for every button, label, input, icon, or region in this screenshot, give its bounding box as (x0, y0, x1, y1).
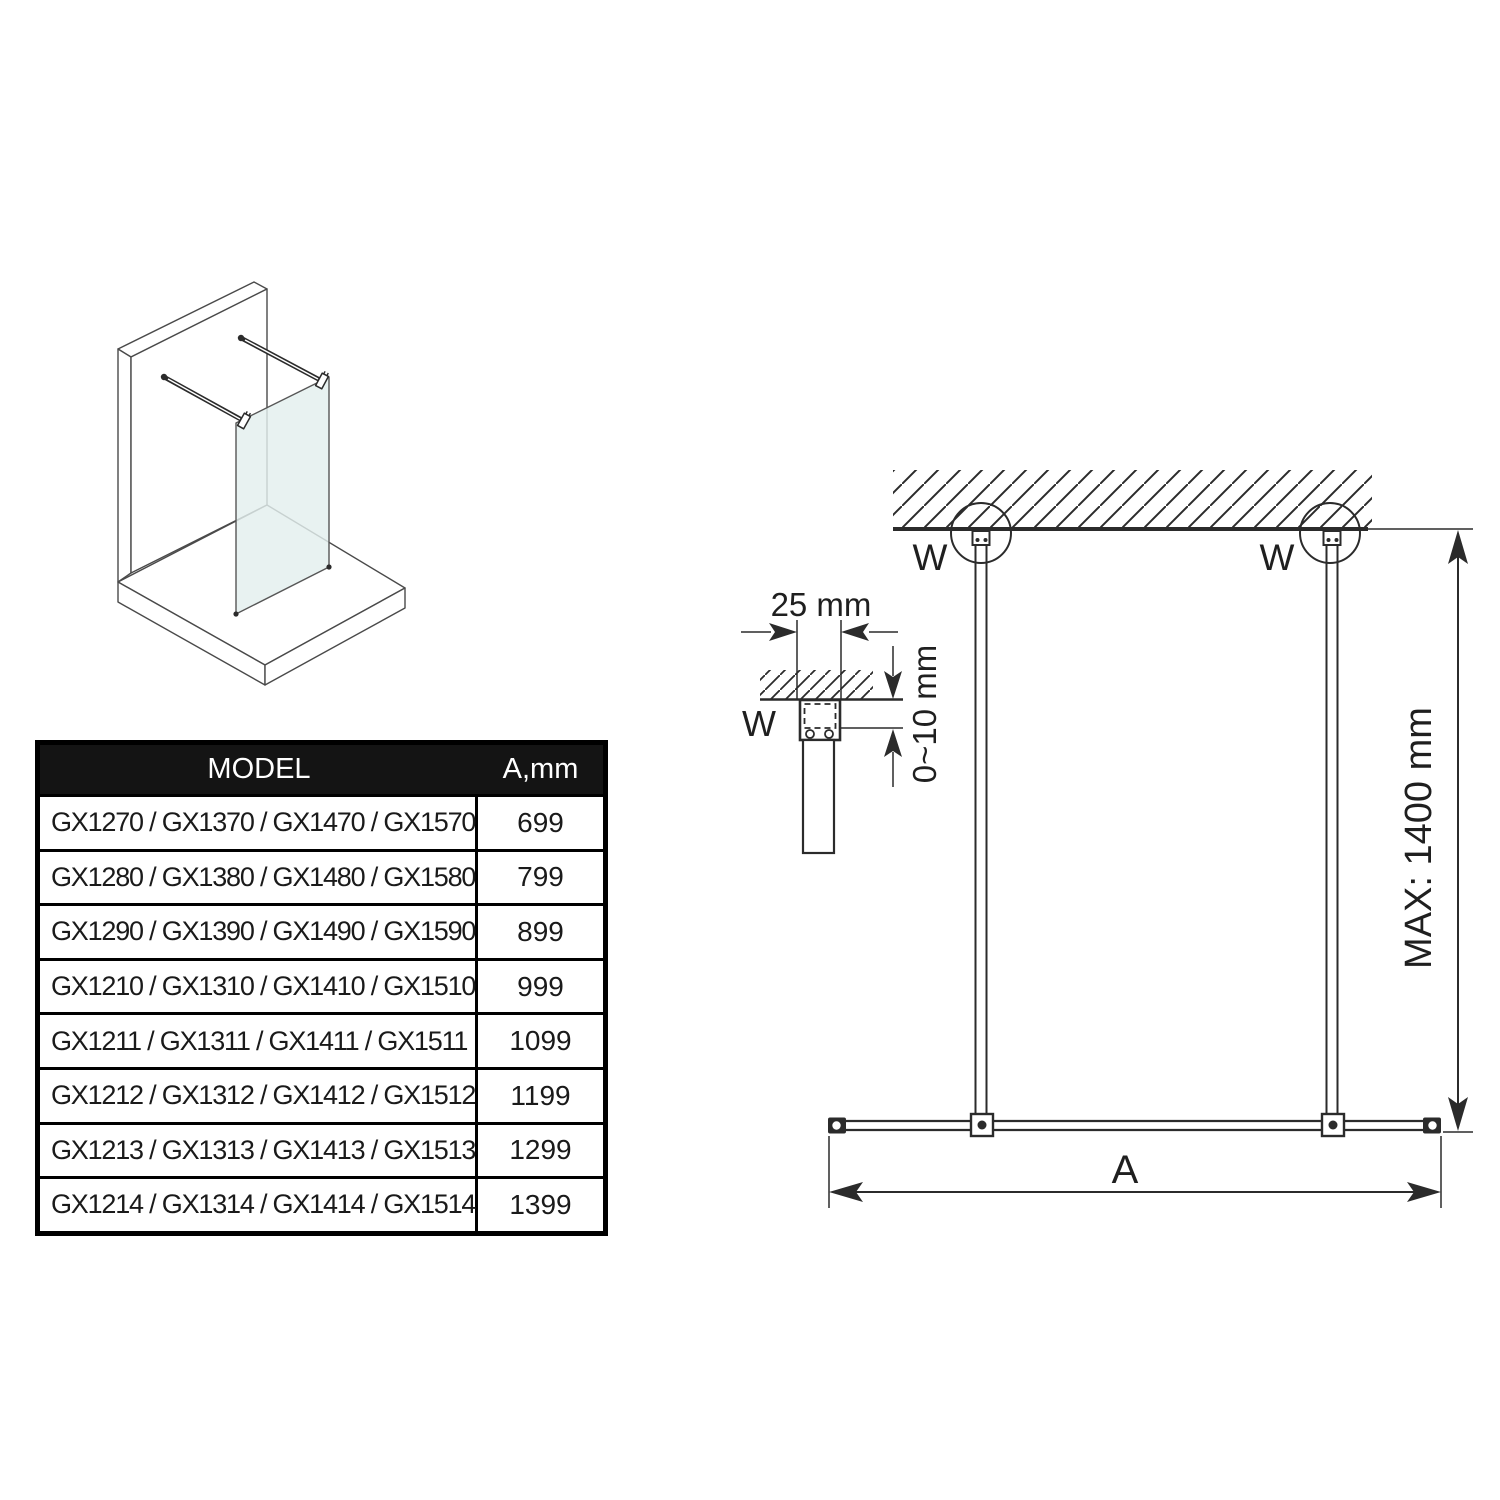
table-header-a-mm: A,mm (502, 753, 579, 785)
table-body (40, 794, 603, 1231)
a-mm-cell: 699 (517, 806, 564, 838)
max-height-label: MAX: 1400 mm (1398, 707, 1440, 969)
a-mm-cell: 799 (517, 861, 564, 893)
model-cell: GX1280 / GX1380 / GX1480 / GX1580 (40, 852, 478, 904)
a-mm-cell: 999 (517, 970, 564, 1002)
a-mm-cell: 1399 (509, 1188, 572, 1220)
a-mm-cell: 899 (517, 915, 564, 947)
model-cell: GX1270 / GX1370 / GX1470 / GX1570 (40, 797, 478, 849)
table-header-row (40, 745, 603, 794)
arrow-left (841, 623, 869, 641)
wall-anchor-dot (161, 374, 167, 380)
wall-label-left: W (912, 537, 948, 578)
table-header-model: MODEL (207, 753, 311, 785)
table-row (40, 1067, 603, 1122)
arrow-right (769, 623, 797, 641)
width-dim-label: A (1111, 1148, 1139, 1192)
glass-foot-dot (233, 611, 238, 616)
table-row (40, 958, 603, 1013)
detail-wall-label: W (742, 703, 776, 744)
max-height-dimension (1443, 530, 1473, 1132)
model-size-table (35, 740, 608, 1236)
model-cell: GX1212 / GX1312 / GX1412 / GX1512 (40, 1070, 478, 1122)
model-cell: GX1290 / GX1390 / GX1490 / GX1590 (40, 906, 478, 958)
model-cell: GX1211 / GX1311 / GX1411 / GX1511 (40, 1015, 478, 1067)
table-row (40, 1012, 603, 1067)
glass-edge-plan (828, 1114, 1441, 1136)
detail-wall-hatch (760, 670, 873, 699)
table-row (40, 1176, 603, 1231)
a-mm-cell: 1299 (509, 1134, 572, 1166)
detail-gap-dimension (840, 646, 903, 787)
plan-diagram (741, 470, 1473, 1208)
detail-width-label: 25 mm (770, 586, 872, 623)
isometric-illustration (118, 282, 405, 685)
wall-anchor-dot (238, 335, 244, 341)
table-row (40, 1122, 603, 1177)
table-row (40, 794, 603, 849)
model-cell: GX1213 / GX1313 / GX1413 / GX1513 (40, 1125, 478, 1177)
detail-bar (803, 740, 834, 853)
a-mm-cell: 1099 (509, 1025, 572, 1057)
table-row (40, 849, 603, 904)
wall-bracket-right (1324, 531, 1341, 545)
wall-label-right: W (1259, 537, 1295, 578)
glass-foot-dot (326, 564, 331, 569)
model-cell: GX1214 / GX1314 / GX1414 / GX1514 (40, 1179, 478, 1231)
a-mm-cell: 1199 (510, 1079, 571, 1111)
wall-hatch (893, 470, 1372, 528)
wall-bracket-left (973, 531, 990, 545)
table-row (40, 903, 603, 958)
detail-gap-label: 0~10 mm (906, 644, 943, 784)
model-cell: GX1210 / GX1310 / GX1410 / GX1510 (40, 961, 478, 1013)
